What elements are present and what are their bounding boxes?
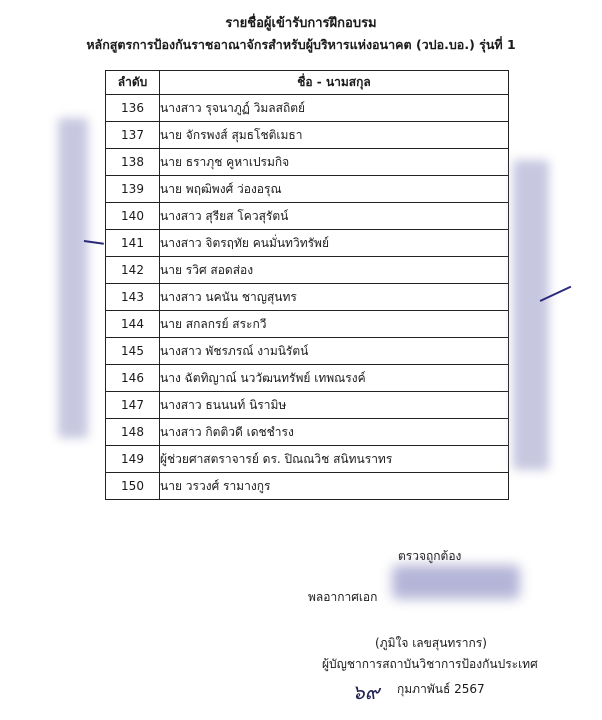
participant-name: นาย จักรพงส์ สุมธโชติเมธา bbox=[160, 122, 509, 149]
table-row bbox=[106, 257, 509, 284]
signer-position: ผู้บัญชาการสถาบันวิชาการป้องกันประเทศ bbox=[322, 657, 538, 671]
row-number: 136 bbox=[106, 95, 160, 122]
row-number: 138 bbox=[106, 149, 160, 176]
table-row bbox=[106, 338, 509, 365]
participant-name: นางสาว จิตรฤทัย คนมั่นทวิทรัพย์ bbox=[160, 230, 509, 257]
row-number: 141 bbox=[106, 230, 160, 257]
table-row bbox=[106, 95, 509, 122]
row-number: 143 bbox=[106, 284, 160, 311]
participant-name: นาย รวิศ สอดส่อง bbox=[160, 257, 509, 284]
participant-table bbox=[105, 70, 509, 500]
table-row bbox=[106, 284, 509, 311]
column-header-name: ชื่อ - นามสกุล bbox=[160, 71, 509, 95]
table-row bbox=[106, 203, 509, 230]
participant-name: นางสาว ธนนนท์ นิรามิษ bbox=[160, 392, 509, 419]
table-row bbox=[106, 149, 509, 176]
table-row bbox=[106, 365, 509, 392]
table-row bbox=[106, 311, 509, 338]
document-subtitle: หลักสูตรการป้องกันราชอาณาจักรสำหรับผู้บริหารแห่งอนาคต (วปอ.บอ.) รุ่นที่ 1 bbox=[86, 37, 516, 52]
table-row bbox=[106, 122, 509, 149]
row-number: 139 bbox=[106, 176, 160, 203]
participant-name: นาย สกลกรย์ สระกวี bbox=[160, 311, 509, 338]
participant-name: นางสาว สุรียส โควสุรัตน์ bbox=[160, 203, 509, 230]
participant-name: นาย ธราภุช คูหาเปรมกิจ bbox=[160, 149, 509, 176]
participant-name: ผู้ช่วยศาสตราจารย์ ดร. ปิณณวิช สนิทนราทร bbox=[160, 446, 509, 473]
participant-name: นาย วรวงศ์ รามางกูร bbox=[160, 473, 509, 500]
document-title: รายชื่อผู้เข้ารับการฝึกอบรม bbox=[225, 16, 377, 31]
row-number: 146 bbox=[106, 365, 160, 392]
table-row bbox=[106, 473, 509, 500]
redacted-stamp-left bbox=[58, 118, 88, 438]
row-number: 147 bbox=[106, 392, 160, 419]
table-row bbox=[106, 392, 509, 419]
row-number: 150 bbox=[106, 473, 160, 500]
participant-name: นางสาว นคนัน ชาญสุนทร bbox=[160, 284, 509, 311]
redacted-signature bbox=[392, 565, 520, 599]
row-number: 144 bbox=[106, 311, 160, 338]
table-row bbox=[106, 446, 509, 473]
participant-name: นางสาว พัชรภรณ์ งามนิรัตน์ bbox=[160, 338, 509, 365]
rank-label: พลอากาศเอก bbox=[308, 590, 378, 604]
row-number: 145 bbox=[106, 338, 160, 365]
handwritten-initials: ๖๙ bbox=[352, 680, 380, 704]
participant-name: นาง ฉัตทิญาณ์ นววัฒนทรัพย์ เทพณรงค์ bbox=[160, 365, 509, 392]
table-row bbox=[106, 419, 509, 446]
row-number: 149 bbox=[106, 446, 160, 473]
row-number: 137 bbox=[106, 122, 160, 149]
participant-name: นางสาว รุจนาภูฏ์ วิมลสถิตย์ bbox=[160, 95, 509, 122]
table-header-row bbox=[106, 71, 509, 95]
document-date: กุมภาพันธ์ 2567 bbox=[397, 682, 485, 696]
row-number: 148 bbox=[106, 419, 160, 446]
row-number: 140 bbox=[106, 203, 160, 230]
participant-name: นางสาว กิตติวดี เดชชำรง bbox=[160, 419, 509, 446]
table-row bbox=[106, 230, 509, 257]
row-number: 142 bbox=[106, 257, 160, 284]
table-body bbox=[106, 95, 509, 500]
table-row bbox=[106, 176, 509, 203]
column-header-order: ลำดับ bbox=[106, 71, 160, 95]
verified-label: ตรวจถูกต้อง bbox=[398, 549, 462, 563]
signer-name: (ภูมิใจ เลขสุนทรากร) bbox=[375, 636, 487, 650]
redacted-stamp-right bbox=[513, 160, 549, 470]
participant-name: นาย พฤฒิพงศ์ ว่องอรุณ bbox=[160, 176, 509, 203]
